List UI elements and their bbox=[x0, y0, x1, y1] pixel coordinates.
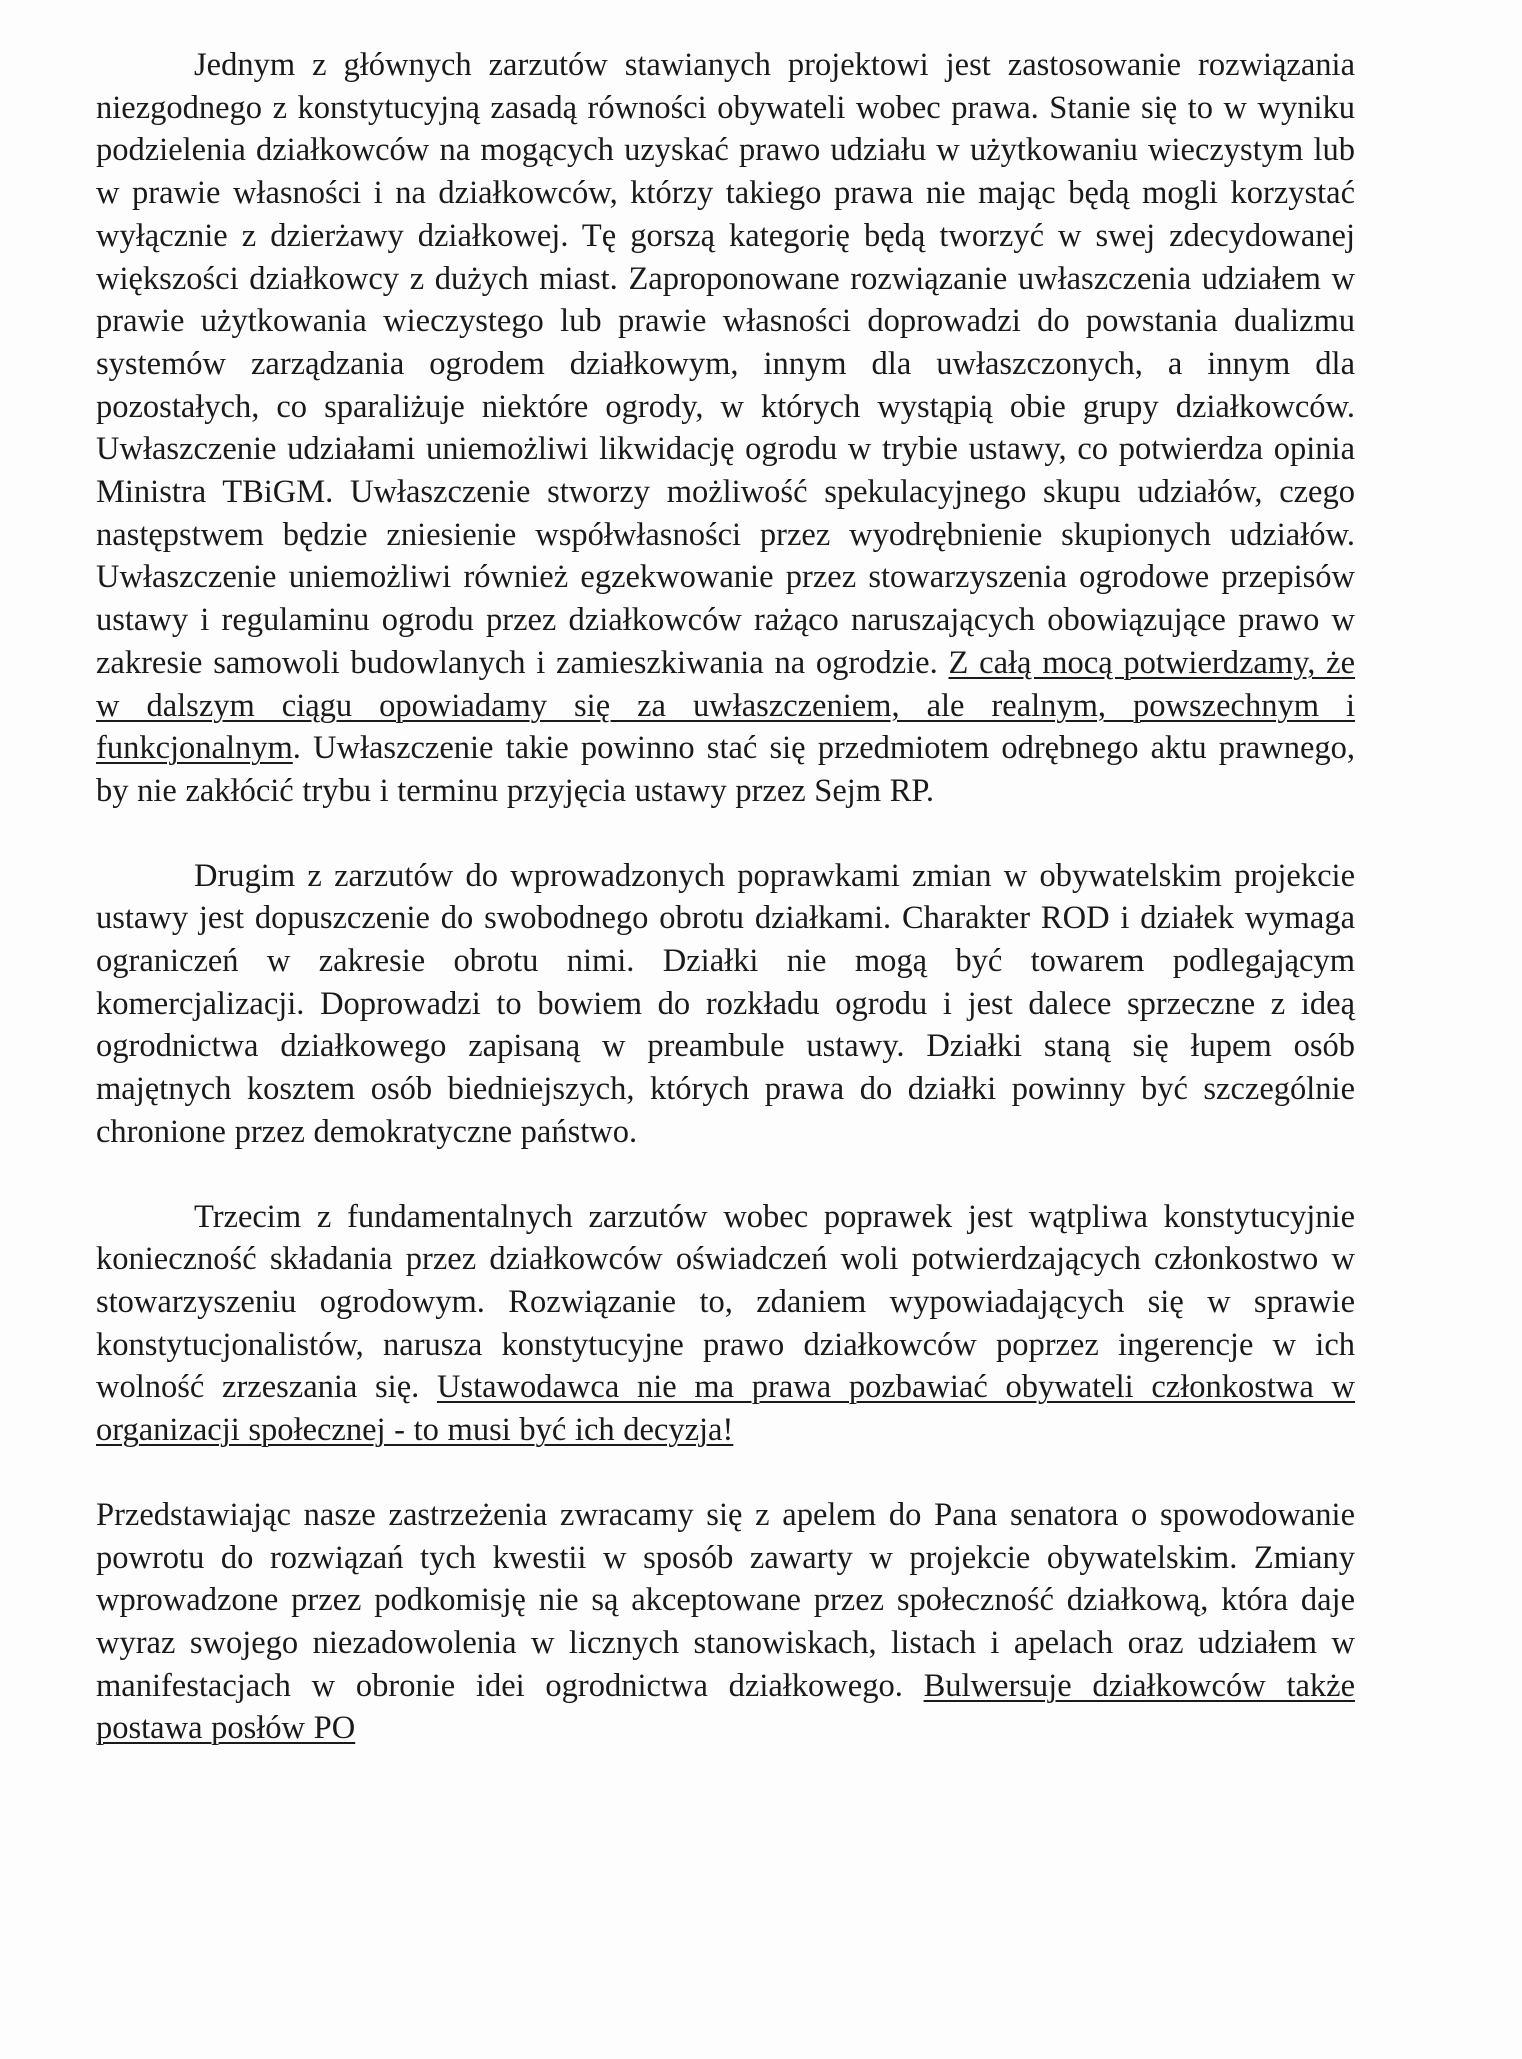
paragraph-text: . Uwłaszczenie takie powinno stać się przedmiotem odrębnego aktu prawnego, by nie zakłócić trybu i terminu przyjęcia ustawy przez Sejm RP. bbox=[96, 730, 1355, 809]
paragraph-trade-objection bbox=[96, 855, 1355, 1154]
paragraph-ownership-objection bbox=[96, 44, 1355, 813]
underlined-statement: Ustawodawca nie ma prawa pozbawiać obywateli członkostwa w organizacji społecznej - to musi być ich decyzja! bbox=[96, 1369, 1356, 1449]
underlined-statement: Z całą mocą potwierdzamy, że w dalszym ciągu opowiadamy się za uwłaszczeniem, ale realnym, powszechnym i funkcjonalnym bbox=[96, 644, 1355, 767]
paragraph-appeal bbox=[96, 1494, 1355, 1750]
letter-body bbox=[96, 44, 1355, 1750]
paragraph-text: Jednym z głównych zarzutów stawianych projektowi jest zastosowanie rozwiązania niezgodnego z konstytucyjną zasadą równości obywateli wobec prawa. Stanie się to w wyniku podzielenia działkowców na mogących uzyskać prawo udziału w użytkowaniu wieczystym lub w prawie własności i na działkowców, którzy takiego prawa nie mając będą mogli korzystać wyłącznie z dzierżawy działkowej. Tę gorszą kategorię będą tworzyć w swej zdecydowanej większości działkowcy z dużych miast. Zaproponowane rozwiązanie uwłaszczenia udziałem w prawie użytkowania wieczystego lub prawie własności doprowadzi do powstania dualizmu systemów zarządzania ogrodem działkowym, innym dla uwłaszczonych, a innym dla pozostałych, co sparaliżuje niektóre ogrody, w których wystąpią obie grupy działkowców. Uwłaszczenie udziałami uniemożliwi likwidację ogrodu w trybie ustawy, co potwierdza opinia Ministra TBiGM. Uwłaszczenie stworzy możliwość spekulacyjnego skupu udziałów, czego następstwem będzie zniesienie współwłasności przez wyodrębnienie skupionych udziałów. Uwłaszczenie uniemożliwi również egzekwowanie przez stowarzyszenia ogrodowe przepisów ustawy i regulaminu ogrodu przez działkowców rażąco naruszających obowiązujące prawo w zakresie samowoli budowlanych i zamieszkiwania na ogrodzie. bbox=[96, 47, 1355, 681]
paragraph-membership-objection bbox=[96, 1196, 1355, 1452]
underlined-statement: Bulwersuje działkowców także postawa posłów PO bbox=[96, 1667, 1355, 1747]
paragraph-text: Trzecim z fundamentalnych zarzutów wobec poprawek jest wątpliwa konstytucyjnie konieczność składania przez działkowców oświadczeń woli potwierdzających członkostwo w stowarzyszeniu ogrodowym. Rozwiązanie to, zdaniem wypowiadających się w sprawie konstytucjonalistów, narusza konstytucyjne prawo działkowców poprzez ingerencje w ich wolność zrzeszania się. bbox=[96, 1198, 1355, 1406]
paragraph-text: Przedstawiając nasze zastrzeżenia zwracamy się z apelem do Pana senatora o spowodowanie powrotu do rozwiązań tych kwestii w sposób zawarty w projekcie obywatelskim. Zmiany wprowadzone przez podkomisję nie są akceptowane przez społeczność działkową, która daje wyraz swojego niezadowolenia w licznych stanowiskach, listach i apelach oraz udziałem w manifestacjach w obronie idei ogrodnictwa działkowego. bbox=[96, 1496, 1355, 1704]
paragraph-text: Drugim z zarzutów do wprowadzonych poprawkami zmian w obywatelskim projekcie ustawy jest dopuszczenie do swobodnego obrotu działkami. Charakter ROD i działek wymaga ograniczeń w zakresie obrotu nimi. Działki nie mogą być towarem podlegającym komercjalizacji. Doprowadzi to bowiem do rozkładu ogrodu i jest dalece sprzeczne z ideą ogrodnictwa działkowego zapisaną w preambule ustawy. Działki staną się łupem osób majętnych kosztem osób biedniejszych, których prawa do działki powinny być szczególnie chronione przez demokratyczne państwo. bbox=[96, 857, 1355, 1150]
